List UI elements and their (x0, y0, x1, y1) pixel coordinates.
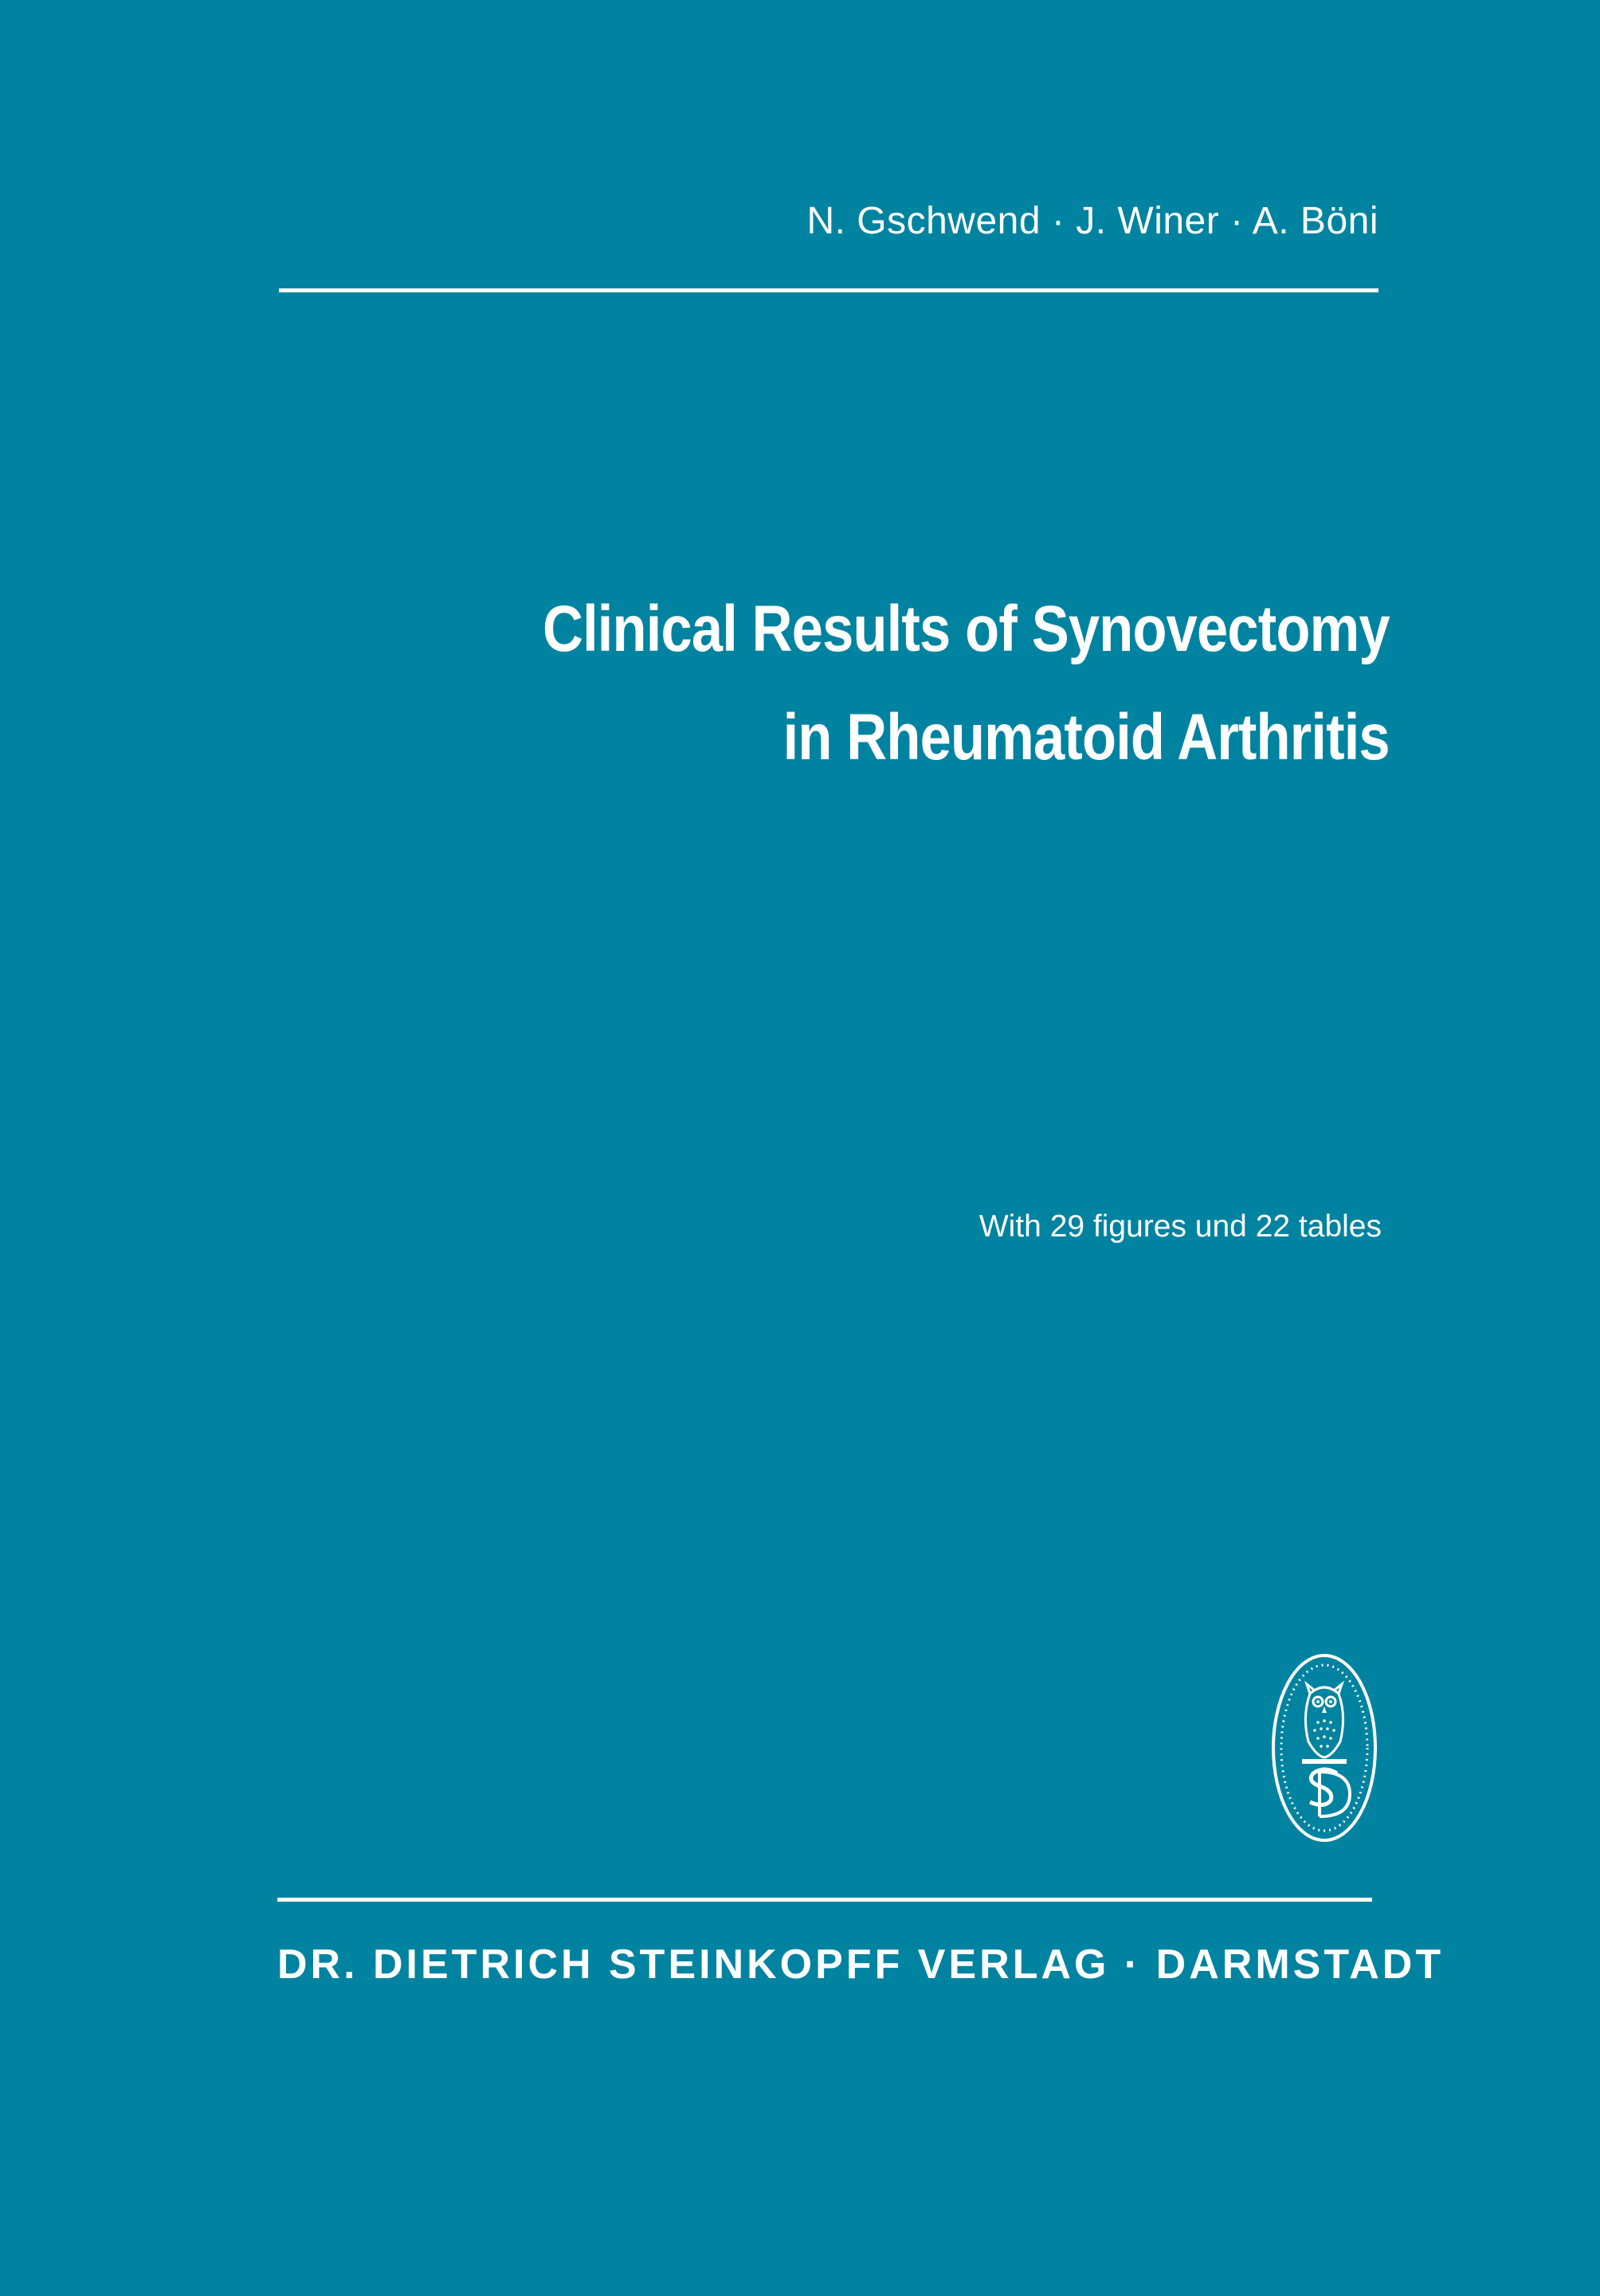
title-line-2: in Rheumatoid Arthritis (782, 701, 1390, 774)
title-line-1: Clinical Results of Synovectomy (543, 593, 1390, 665)
authors: N. Gschwend · J. Winer · A. Böni (806, 200, 1378, 242)
figures-tables-note: With 29 figures und 22 tables (978, 1209, 1382, 1244)
top-divider (279, 288, 1378, 292)
bottom-divider (277, 1898, 1372, 1902)
publisher-imprint: DR. DIETRICH STEINKOPFF VERLAG · DARMSTADT (277, 1941, 1445, 1988)
book-title (543, 575, 1390, 792)
owl-seal-icon (1270, 1652, 1378, 1843)
